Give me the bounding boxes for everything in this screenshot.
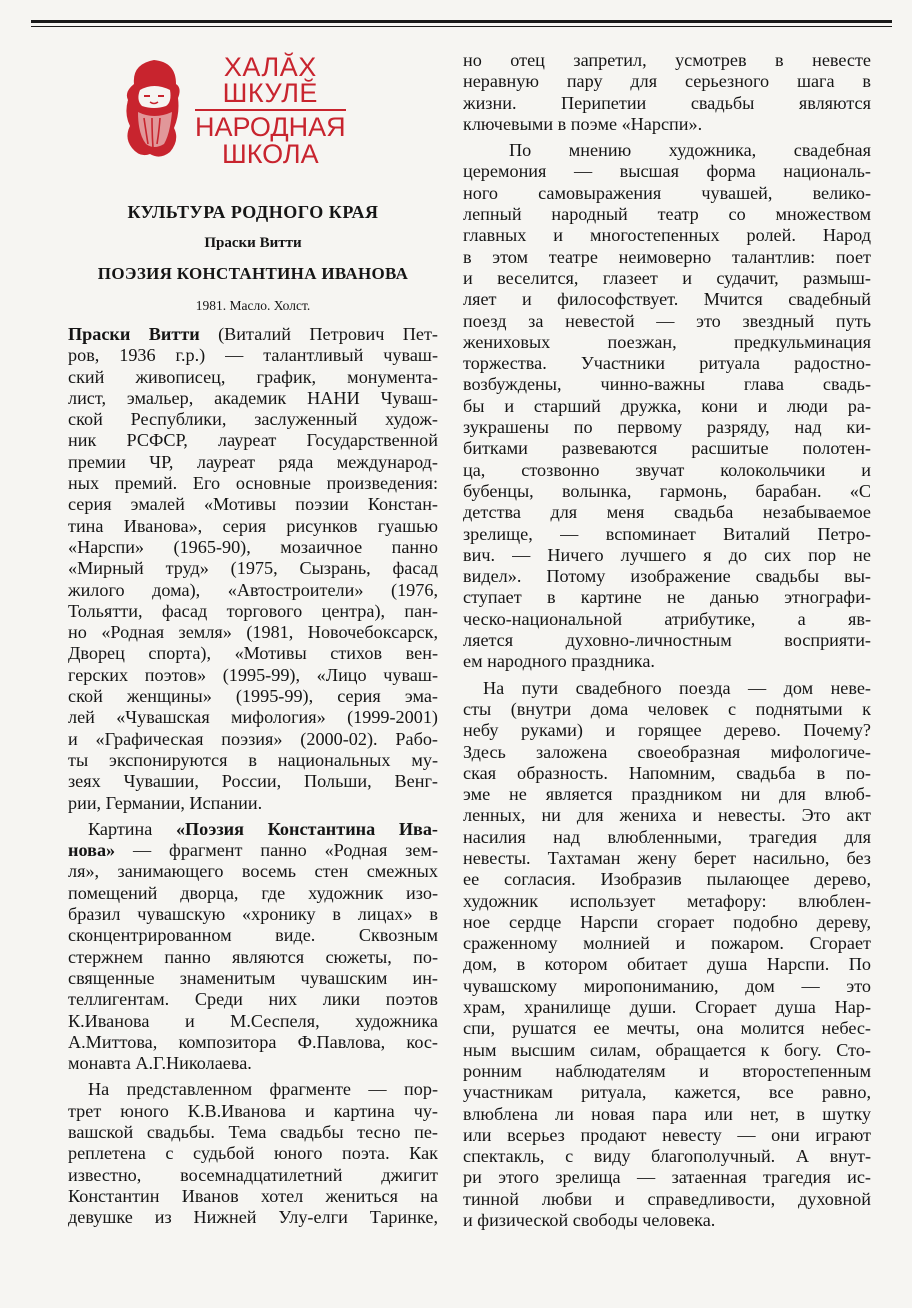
text-line: По мнению художника, свадебная	[509, 140, 871, 161]
text-line: торжества. Участники ритуала радостно-	[463, 353, 871, 374]
text-line: бубенцы, волынка, гармонь, барабан. «С	[463, 480, 871, 501]
text-line: ри этого зрелища — затаенная трагедия ис-	[463, 1167, 871, 1188]
text-line: церемония — высшая форма националь-	[463, 161, 871, 182]
top-rule-thin	[31, 26, 892, 27]
text-line: ступает в картине не данью этнографи-	[463, 587, 871, 608]
text-line: зеях Чувашии, России, Польши, Венг-	[68, 771, 438, 792]
text-line: ская образность. Напомним, свадьба в по-	[463, 762, 871, 783]
paragraph-bio	[68, 324, 438, 814]
text-line: ных премий. Его основные произведения:	[68, 473, 438, 494]
text-line: битками развеваются расшитые полотен-	[463, 438, 871, 459]
school-logo	[68, 54, 438, 176]
text-line: ключевыми в поэме «Нарспи».	[463, 113, 703, 134]
logo-line-4: ШКОЛА	[222, 139, 319, 169]
text-line: Константин Иванов хотел жениться на	[68, 1185, 438, 1206]
text-line: неравную пару для серьезного шага в	[463, 71, 871, 92]
text-line: и веселится, глазеет и судачит, размыш-	[463, 267, 871, 288]
text-line: зукрашены по первому разряду, над ки-	[463, 417, 871, 438]
text-line: сконцентрированном виде. Сквозным	[68, 925, 438, 946]
text-line: К.Иванова и М.Сеспеля, художника	[68, 1010, 438, 1031]
text-line: Здесь заложена своеобразная мифологиче-	[463, 741, 871, 762]
text-line: теллигентам. Среди них лики поэтов	[68, 989, 438, 1010]
text-line: лепный народный театр со множеством	[463, 204, 871, 225]
text-line: ской Республики, заслуженный худож-	[68, 409, 438, 430]
text-line: лей «Чувашская мифология» (1999-2001)	[68, 707, 438, 728]
text-line: ляется духовно-личностным восприяти-	[463, 630, 871, 651]
text-line: тина Иванова», серия рисунков гуашью	[68, 515, 438, 536]
text-line: ский живописец, график, монумента-	[68, 366, 438, 387]
text-line: помещений дворца, где художник изо-	[68, 882, 438, 903]
text-line: ным высшим силам, обращается к богу. Сто-	[463, 1039, 871, 1060]
text-line: Тольятти, фасад торгового центра), пан-	[68, 600, 438, 621]
painting-title-bold: «Поэзия Константина Ива-	[175, 818, 438, 839]
text-line: насилия над влюбленными, трагедия для	[463, 826, 871, 847]
text-line: бы и старший дружка, кони и люди ра-	[463, 395, 871, 416]
text-line: ее согласия. Изобразив пылающее дерево,	[463, 869, 871, 890]
text-line: поезд за невестой — это звездный путь	[463, 310, 871, 331]
text-line: Картина «Поэзия Константина Ива-	[88, 818, 438, 839]
text-line: или всерьез продают невесту — они играют	[463, 1124, 871, 1145]
text-line: жениховых поезжан, предкульминация	[463, 331, 871, 352]
text-line: реплетена с судьбой юного поэта. Как	[68, 1143, 438, 1164]
text-line: рии, Германии, Испании.	[68, 792, 263, 813]
text-line: стержнем панно являются сюжеты, по-	[68, 946, 438, 967]
text-line: герских поэтов» (1995-99), «Лицо чуваш-	[68, 664, 438, 685]
left-column	[68, 50, 438, 1228]
logo-line-1: ХАЛĂХ	[223, 52, 317, 82]
text-line: На представленном фрагменте — пор-	[88, 1079, 438, 1100]
paragraph-painting	[68, 819, 438, 1075]
text-line: «Нарспи» (1965-90), мозаичное панно	[68, 536, 438, 557]
text-line: но «Родная земля» (1981, Новочебоксарск,	[68, 622, 438, 643]
text-line: лист, эмальер, академик НАНИ Чуваш-	[68, 387, 438, 408]
text-line: нова» — фрагмент панно «Родная зем-	[68, 840, 438, 861]
text-line: ленных, ни для жениха и невесты. Это акт	[463, 805, 871, 826]
text-line: бразил чувашскую «хронику в лицах» в	[68, 904, 438, 925]
text-line: ем народного праздника.	[463, 651, 655, 672]
artist-name-bold: Праски Витти	[68, 324, 200, 344]
text-line: тинной любви и справедливости, духовной	[463, 1188, 871, 1209]
text-line: жизни. Перипетии свадьбы являются	[463, 92, 871, 113]
text-line: сраженному молнией и пожаром. Сгорает	[463, 933, 871, 954]
text-line: сты (внутри дома человек с поднятыми к	[463, 698, 871, 719]
text-line: ля», занимающего восемь стен смежных	[68, 861, 438, 882]
text-line: вич. — Ничего лучшего я до сих пор не	[463, 544, 871, 565]
text-line: вашской свадьбы. Тема свадьбы тесно пе-	[68, 1121, 438, 1142]
text-line: монавта А.Г.Николаева.	[68, 1053, 252, 1074]
text-line: небу руками) и горящее дерево. Почему?	[463, 720, 871, 741]
logo-divider	[195, 109, 346, 111]
text-line: жилого дома), «Автостроители» (1976,	[68, 579, 438, 600]
text-line: «Мирный труд» (1975, Сызрань, фасад	[68, 558, 438, 579]
text-line: Дворец спорта), «Мотивы стихов вен-	[68, 643, 438, 664]
text-line: ронним наблюдателям и второстепенным	[463, 1060, 871, 1081]
text-line: зрелище, — вспоминает Виталий Петро-	[463, 523, 871, 544]
text-line: ца, стозвонно звучат колокольчики и	[463, 459, 871, 480]
right-column	[463, 50, 871, 1231]
text-line: На пути свадебного поезда — дом неве-	[483, 677, 871, 698]
logo-line-3: НАРОДНАЯ	[195, 112, 346, 142]
elder-portrait-icon	[120, 54, 188, 162]
paragraph-burning-tree	[463, 678, 871, 1232]
text-line: спектакль, с виду благополучный. А внут-	[463, 1146, 871, 1167]
section-title: КУЛЬТУРА РОДНОГО КРАЯ	[127, 202, 379, 222]
text-line: и физической свободы человека.	[463, 1210, 716, 1231]
text-line: премии ЧР, лауреат ряда международ-	[68, 451, 438, 472]
text-line: А.Миттова, композитора Ф.Павлова, кос-	[68, 1031, 438, 1052]
artwork-meta: 1981. Масло. Холст.	[195, 298, 311, 313]
text-line: но отец запретил, усмотрев в невесте	[463, 50, 871, 70]
artist-name: Праски Витти	[204, 235, 302, 251]
text-line: в этом театре неимоверно талантлив: поет	[463, 246, 871, 267]
text-line: чувашскому миропониманию, дом — это	[463, 975, 871, 996]
text-line: участникам ритуала, кажется, все равно,	[463, 1082, 871, 1103]
logo-line-2: ШКУЛĔ	[222, 78, 318, 108]
text-line: невесты. Тахтаман жену берет насильно, без	[463, 847, 871, 868]
text-line: художник использует метафору: влюблен-	[463, 890, 871, 911]
text-line: спи, рушатся ее мечты, она молится небес-	[463, 1018, 871, 1039]
text-line: ного самовыражения чувашей, велико-	[463, 182, 871, 203]
text-line: дом, в котором обитает душа Нарспи. По	[463, 954, 871, 975]
text-line: священные знаменитым чувашским ин-	[68, 967, 438, 988]
text-line: девушке из Нижней Улу-елги Таринке,	[68, 1207, 438, 1228]
text-line: видел». Потому изображение свадьбы вы-	[463, 566, 871, 587]
text-line: влюблена ли новая пара или нет, в шутку	[463, 1103, 871, 1124]
text-line: ров, 1936 г.р.) — талантливый чуваш-	[68, 345, 438, 366]
text-line: ник РСФСР, лауреат Государственной	[68, 430, 438, 451]
text-line: ческо-национальной атрибутике, а яв-	[463, 608, 871, 629]
text-line: возбуждены, чинно-важны глава свадь-	[463, 374, 871, 395]
paragraph-fragment	[68, 1079, 438, 1228]
paragraph-continuation	[463, 50, 871, 135]
text-line: ты экспонируются в национальных му-	[68, 749, 438, 770]
text-line: детства для меня свадьба незабываемое	[463, 502, 871, 523]
top-rule	[31, 20, 892, 23]
text-line: храм, хранилище души. Сгорает душа Нар-	[463, 997, 871, 1018]
paragraph-ceremony	[463, 140, 871, 672]
text-line: эме не является праздником ни для влюб-	[463, 784, 871, 805]
logo-text	[195, 54, 346, 168]
painting-title-bold-end: нова»	[68, 840, 116, 861]
text-line: трет юного К.В.Иванова и картина чу-	[68, 1100, 438, 1121]
text-line: Праски Витти (Виталий Петрович Пет-	[68, 324, 438, 344]
text-line: серия эмалей «Мотивы поэзии Констан-	[68, 494, 438, 515]
text-line: главных и многостепенных ролей. Народ	[463, 225, 871, 246]
text-line: ное сердце Нарспи сгорает подобно дереву,	[463, 911, 871, 932]
text-line: ской женщины» (1995-99), серия эма-	[68, 686, 438, 707]
text-line: ляет и философствует. Мчится свадебный	[463, 289, 871, 310]
text-line: и «Графическая поэзия» (2000-02). Рабо-	[68, 728, 438, 749]
text-line: известно, восемнадцатилетний джигит	[68, 1164, 438, 1185]
artwork-title: ПОЭЗИЯ КОНСТАНТИНА ИВАНОВА	[97, 264, 409, 283]
